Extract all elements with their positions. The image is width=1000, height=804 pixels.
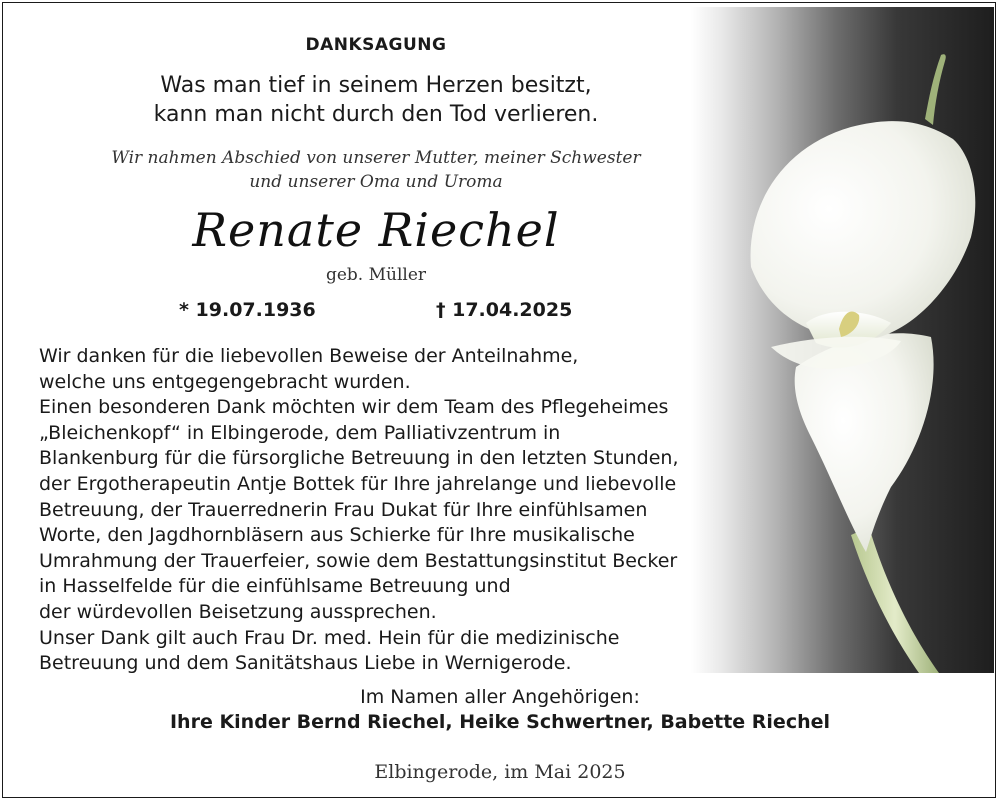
text-line: Unser Dank gilt auch Frau Dr. med. Hein für die medizinische bbox=[39, 626, 620, 649]
text-line: Umrahmung der Trauerfeier, sowie dem Bestattungsinstitut Becker bbox=[39, 549, 678, 572]
deceased-name: Renate Riechel bbox=[192, 203, 560, 257]
death-date: † 17.04.2025 bbox=[436, 299, 573, 321]
text-line: Blankenburg für die fürsorgliche Betreuung in den letzten Stunden, bbox=[39, 447, 679, 470]
place-date: Elbingerode, im Mai 2025 bbox=[374, 761, 626, 783]
memorial-quote bbox=[3, 71, 749, 129]
text-line: „Bleichenkopf“ in Elbingerode, dem Palliativzentrum in bbox=[39, 421, 561, 444]
text-line: Betreuung, der Trauerrednerin Frau Dukat für Ihre einfühlsamen bbox=[39, 498, 648, 521]
signatories: Ihre Kinder Bernd Riechel, Heike Schwertner, Babette Riechel bbox=[169, 711, 831, 733]
text-line: der würdevollen Beisetzung aussprechen. bbox=[39, 600, 437, 623]
on-behalf-line: Im Namen aller Angehörigen: bbox=[360, 686, 640, 708]
text-line: Wir danken für die liebevollen Beweise der Anteilnahme, bbox=[39, 345, 579, 367]
notice-heading: DANKSAGUNG bbox=[305, 35, 447, 55]
intro-line: und unserer Oma und Uroma bbox=[249, 172, 503, 192]
obituary-notice bbox=[2, 2, 996, 798]
maiden-name: geb. Müller bbox=[325, 265, 427, 285]
text-line: Betreuung und dem Sanitätshaus Liebe in Wernigerode. bbox=[39, 652, 572, 675]
intro-line: Wir nahmen Abschied von unserer Mutter, meiner Schwester bbox=[111, 148, 641, 168]
text-line: in Hasselfelde für die einfühlsame Betreuung und bbox=[39, 575, 511, 598]
text-line: der Ergotherapeutin Antje Bottek für Ihre jahrelange und liebevolle bbox=[39, 472, 677, 495]
birth-date: * 19.07.1936 bbox=[179, 299, 316, 321]
text-line: Einen besonderen Dank möchten wir dem Team des Pflegeheimes bbox=[39, 396, 669, 419]
text-line: Worte, den Jagdhornbläsern aus Schierke für Ihre musikalische bbox=[39, 524, 635, 547]
quote-line: Was man tief in seinem Herzen besitzt, bbox=[160, 73, 592, 98]
text-line: welche uns entgegengebracht wurden. bbox=[39, 370, 411, 393]
thanks-text bbox=[39, 344, 719, 677]
intro-text bbox=[3, 146, 749, 194]
quote-line: kann man nicht durch den Tod verlieren. bbox=[153, 102, 599, 127]
